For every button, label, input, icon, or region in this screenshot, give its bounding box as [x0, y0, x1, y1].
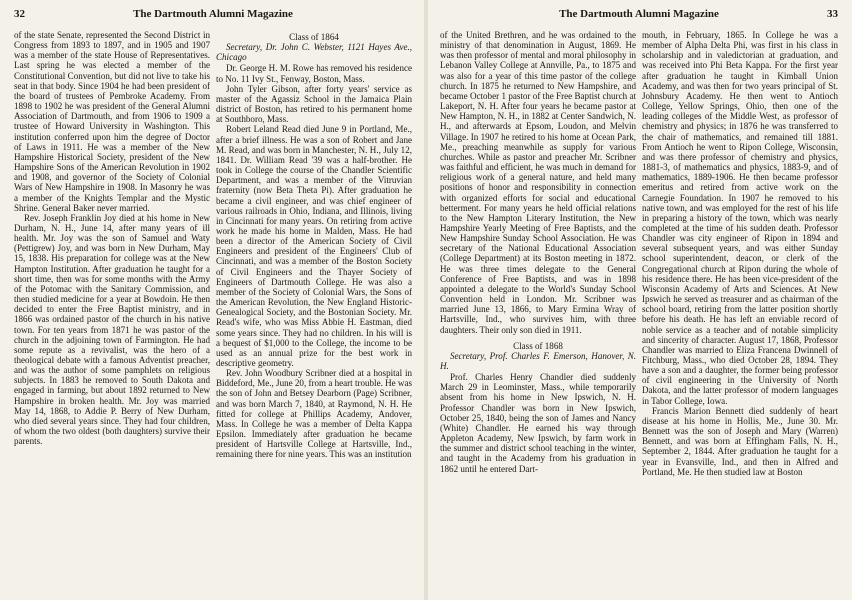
class-secretary: Secretary, Dr. John C. Webster, 1121 Hayes Ave., Chicago — [216, 42, 412, 63]
left-page-number: 32 — [14, 8, 25, 20]
class-heading: Class of 1864 — [289, 32, 339, 42]
paragraph: Francis Marion Bennett died suddenly of heart disease at his home in Hollis, Me., June 30. Mr. Bennett was the son of Joseph and Mary (Warren) Bennett, and was born at Effingham Falls, N. H., September 2, 1844. After graduation he taught for a year in Evansville, Ind., and then in Alfred and Portland, Me. He then studied law at Boston — [642, 405, 838, 477]
left-column-1 — [14, 30, 210, 596]
right-column-1 — [440, 30, 636, 596]
paragraph: of the United Brethren, and he was ordained to the ministry of that denomination in August, 1869. He was then professor of mental and moral philosophy in Lebanon Valley College at Annville, Pa., to 1875 and was also for a year of this time pastor of the college church. In 1875 he returned to New Hampshire, and became October 1 pastor of the Free Baptist church at Lakeport, N. H. After four years he became pastor at New Hampton, N. H., in 1882 at Center Sandwich, N. H., and afterwards at Epsom, Loudon, and Melvin Village. In 1907 he retired to his home at Ocean Park, Me., preaching meanwhile as supply for various churches. While as pastor and preacher Mr. Scribner was faithful and efficient, he was much in demand for religious work of a general nature, and held many positions of honor and responsibility in connection with organized efforts for social and educational betterment. For many years he held official relations to the New Hampton Literary Institution, the New Hampshire Yearly Meeting of Free Baptists, and the New Hampshire Sunday School Association. He was secretary of the National Educational Association (College Department) at its Boston meeting in 1872. He was three times delegate to the General Conference of Free Baptists, and was in 1898 appointed a delegate to the World's Sunday School Convention held in London. Mr. Scribner was married June 13, 1866, to Mary Ermina Wray of Hartsville, Ind., who survives him, with three daughters. Their only son died in 1911. — [440, 30, 636, 335]
paragraph: John Tyler Gibson, after forty years' service as master of the Agassiz School in the Jamaica Plain district of Boston, has retired to his permanent home at Southboro, Mass. — [216, 83, 412, 125]
left-column-2 — [216, 30, 412, 596]
left-page-header — [14, 8, 412, 24]
right-column-2 — [642, 30, 838, 596]
paragraph: Rev. Joseph Franklin Joy died at his home in New Durham, N. H., June 14, after many years of ill health. Mr. Joy was the son of Samuel and Waty (Pettigrew) Joy, and was born in New Durham, May 15, 1838. His preparation for college was at the New Hampton Institution. After graduation he taught for a short time, then was for some months with the Army of the Potomac with the Sanitary Commission, and then studied medicine for a year at Bowdoin. He then decided to enter the Free Baptist ministry, and in 1866 was ordained pastor of the church in his native town. For ten years from 1871 he was pastor of the church in the adjoining town of Farmington. He had some repute as a revivalist, was the hero of a theological debate with a famous Adventist preacher, and was the author of some pamphlets on religious subjects. In 1883 he removed to South Dakota and engaged in farming, but about 1892 returned to New Hampshire in broken health. Mr. Joy was married May 14, 1868, to Addie P. Berry of New Durham, who died several years since. They had four children, of whom the two oldest (both daughters) survive their parents. — [14, 212, 210, 447]
paragraph: Prof. Charles Henry Chandler died suddenly March 29 in Leominster, Mass., while temporarily absent from his home in New Ipswich, N. H. Professor Chandler was born in New Ipswich, October 25, 1840, being the son of James and Nancy (White) Chandler. He earned his way through Appleton Academy, New Ipswich, by farm work in the summer and district school teaching in the winter, and taught in the Academy from his graduation in 1862 until he entered Dart- — [440, 372, 636, 474]
class-secretary: Secretary, Prof. Charles F. Emerson, Hanover, N. H. — [440, 350, 636, 371]
paragraph: Robert Leland Read died June 9 in Portland, Me., after a brief illness. He was a son of Robert and Jane M. Read, and was born in Manchester, N. H., July 12, 1841. Dr. William Read '39 was a half-brother. He took in College the course of the Chandler Scientific Department, and was a member of the Vitruvian fraternity (now Beta Theta Pi). After graduation he became a civil engineer, and was chief engineer of various railroads in Ohio, Indiana, and Illinois, living in Cincinnati for many years. On retiring from active work he made his home in Malden, Mass. He had been a director of the American Society of Civil Engineers and president of the Engineers' Club of Cincinnati, and was a member of the Boston Society of Civil Engineers and the Thayer Society of Engineers of Dartmouth College. He was also a member of the Society of Colonial Wars, the Sons of the American Revolution, the New England Historic-Genealogical Society, and the Bostonian Society. Mr. Read's wife, who was Miss Abbie H. Eastman, died some years since. They had no children. In his will is a bequest of $1,000 to the College, the income to be used as an annual prize for the best work in descriptive geometry. — [216, 124, 412, 368]
right-page-number: 33 — [827, 8, 838, 20]
paragraph: of the state Senate, represented the Second District in Congress from 1893 to 1897, and in 1905 and 1907 was a member of the state House of Representatives. Last spring he was elected a member of the Constitutional Convention, but did not live to take his seat in that body. Since 1904 he had been president of the board of trustees of Pembroke Academy. From 1898 to 1902 he was president of the General Alumni Association of Dartmouth, and from 1906 to 1909 a trustee of Howard University in Washington. This institution conferred upon him the degree of Doctor of Laws in 1911. He was a member of the New Hampshire Historical Society, president of the New Hampshire Sons of the American Revolution in 1902 and 1908, and governor of the Society of Colonial Wars of New Hampshire in 1908. In Masonry he was a member of the Knights Templar and the Mystic Shrine. General Baker never married. — [14, 30, 210, 213]
paragraph: mouth, in February, 1865. In College he was a member of Alpha Delta Phi, was first in his class in scholarship and in valedictorian at graduation, and was received into Phi Beta Kappa. For the first year after graduation he taught in Kimball Union Academy, and was then for two years principal of St. Johnsbury Academy. He then went to Antioch College, Yellow Springs, Ohio, then one of the leading colleges of the Middle West, as professor of chemistry and physics; in 1876 he was transferred to the chair of mathematics, and remained till 1881. From Antioch he went to Ripon College, Wisconsin, and was there professor of chemistry and physics, 1881-3, of mathematics and physics, 1883-9, and of mathematics, 1889-1906. He then became professor emeritus and retired from active work on the Carnegie Foundation. In 1907 he removed to his native town, and was employed for the rest of his life in preparing a history of the town, which was nearly completed at the time of his sudden death. Professor Chandler was city engineer of Ripon in 1894 and several subsequent years, and was either Sunday school superintendent, deacon, or clerk of the Congregational church at Ripon during the whole of his residence there. He has been vice-president of the Wisconsin Academy of Arts and Sciences. At New Ipswich he served as treasurer and as chairman of the school board, retiring from the latter position shortly before his death. He has left an enviable record of noble service as a teacher and of notable simplicity and sincerity of character. August 17, 1868, Professor Chandler was married to Eliza Francena Dwinnell of Fitchburg, Mass., who died October 28, 1894. They have a son and a daughter, the former being professor of civil engineering in the University of North Dakota, and the latter professor of modern languages in Tabor College, Iowa. — [642, 30, 838, 406]
right-page-header — [440, 8, 838, 24]
right-running-title: The Dartmouth Alumni Magazine — [559, 8, 719, 20]
paragraph: Dr. George H. M. Rowe has removed his residence to No. 11 Ivy St., Fenway, Boston, Mass. — [216, 63, 412, 84]
right-page — [426, 0, 852, 600]
left-running-title: The Dartmouth Alumni Magazine — [133, 8, 293, 20]
class-heading: Class of 1868 — [513, 340, 563, 351]
paragraph: Rev. John Woodbury Scribner died at a hospital in Biddeford, Me., June 20, from a heart trouble. He was the son of John and Betsey Dearborn (Page) Scribner, and was born March 7, 1840, at Raymond, N. H. He fitted for college at Phillips Academy, Andover, Mass. In College he was a member of Delta Kappa Epsilon. Immediately after graduation he became president of Hartsville College at Hartsville, Ind., remaining there for nine years. This was an institution — [216, 368, 412, 460]
